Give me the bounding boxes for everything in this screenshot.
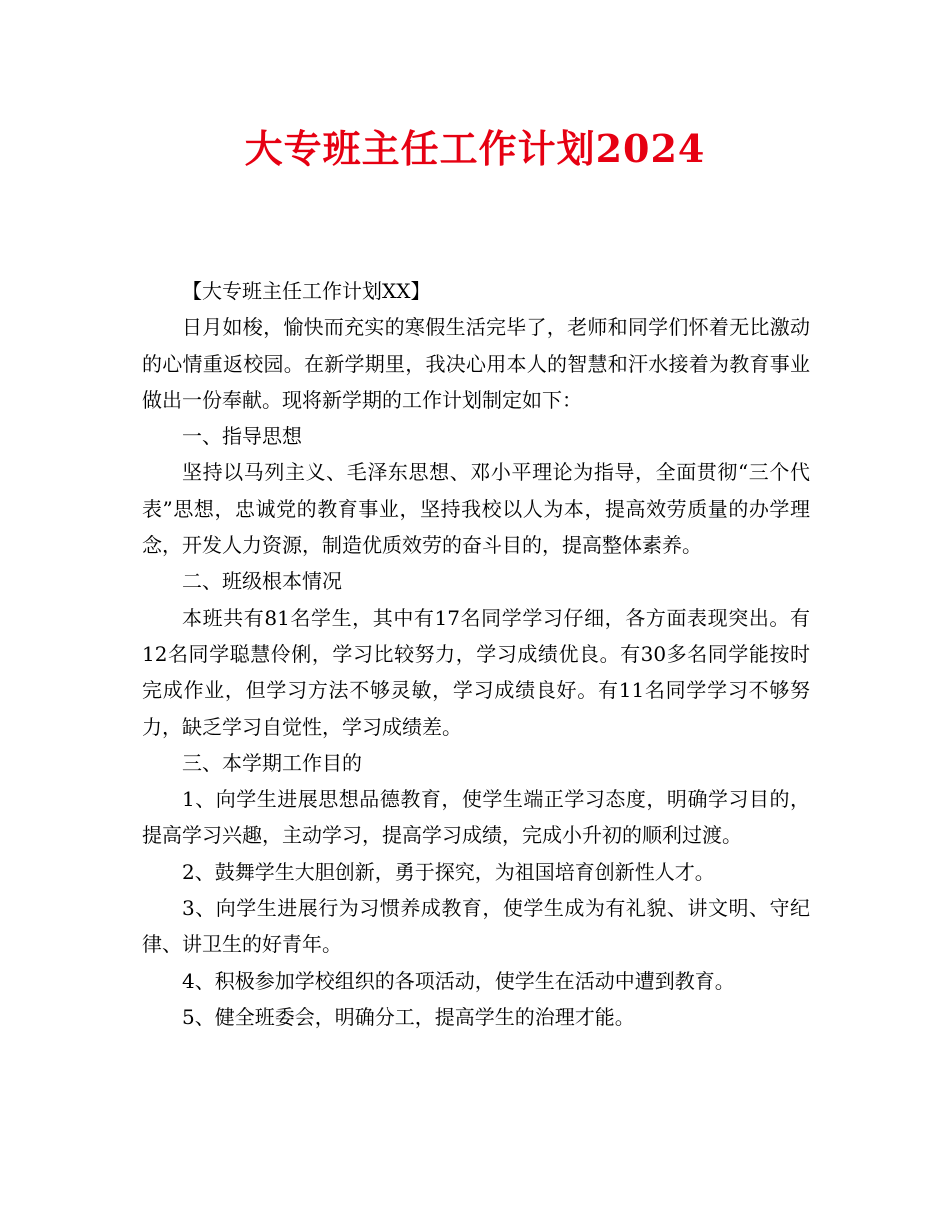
goal-item-3: 3、向学生进展行为习惯养成教育，使学生成为有礼貌、讲文明、守纪律、讲卫生的好青年。 bbox=[142, 896, 810, 957]
goal-item-4: 4、积极参加学校组织的各项活动，使学生在活动中遭到教育。 bbox=[182, 968, 735, 993]
class-situation-paragraph: 本班共有81名学生，其中有17名同学学习仔细，各方面表现突出。有12名同学聪慧伶俐，学习比较努力，学习成绩优良。有30多名同学能按时完成作业，但学习方法不够灵敏，学习成绩良好。有11名同学学习不够努力，缺乏学习自觉性，学习成绩差。 bbox=[142, 605, 810, 739]
goal-item-5: 5、健全班委会，明确分工，提高学生的治理才能。 bbox=[182, 1004, 635, 1029]
guiding-ideology-paragraph: 坚持以马列主义、毛泽东思想、邓小平理论为指导，全面贯彻“三个代表”思想，忠诚党的教育事业，坚持我校以人为本，提高效劳质量的办学理念，开发人力资源，制造优质效劳的奋斗目的，提高整体素养。 bbox=[142, 460, 810, 558]
section-heading-guiding-ideology: 一、指导思想 bbox=[182, 424, 302, 449]
document-subtitle: 【大专班主任工作计划XX】 bbox=[182, 279, 431, 303]
document-body bbox=[142, 273, 810, 1035]
section-heading-class-situation: 二、班级根本情况 bbox=[182, 569, 342, 594]
document-title: 大专班主任工作计划2024 bbox=[244, 126, 706, 171]
section-heading-work-goals: 三、本学期工作目的 bbox=[182, 750, 362, 775]
goal-item-1: 1、向学生进展思想品德教育，使学生端正学习态度，明确学习目的，提高学习兴趣，主动学习，提高学习成绩，完成小升初的顺利过渡。 bbox=[142, 787, 810, 848]
intro-paragraph: 日月如梭，愉快而充实的寒假生活完毕了，老师和同学们怀着无比激动的心情重返校园。在新学期里，我决心用本人的智慧和汗水接着为教育事业做出一份奉献。现将新学期的工作计划制定如下： bbox=[142, 315, 810, 412]
goal-item-2: 2、鼓舞学生大胆创新，勇于探究，为祖国培育创新性人才。 bbox=[182, 859, 715, 884]
